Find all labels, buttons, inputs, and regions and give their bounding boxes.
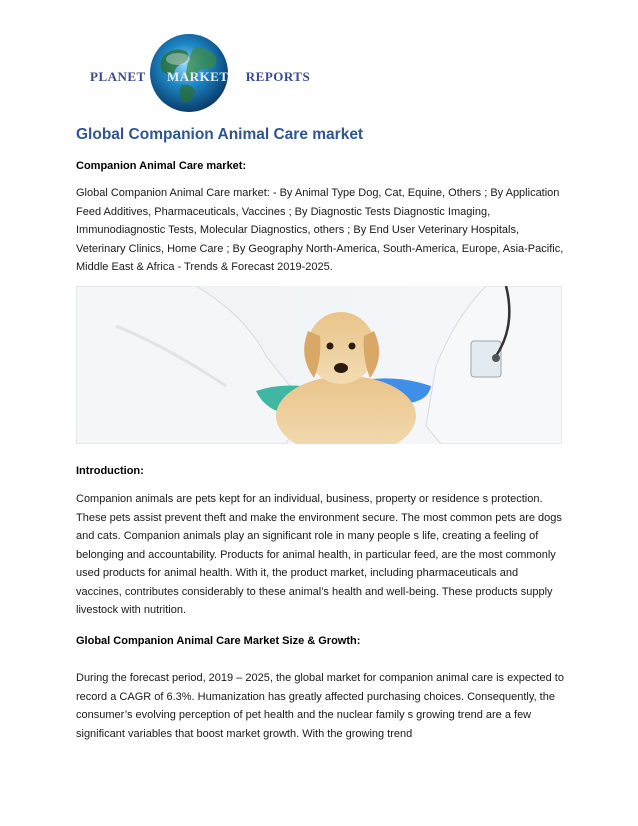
introduction-paragraph: Companion animals are pets kept for an individual, business, property or residence s protection. These pets assist prevent theft and make the environment secure. The most common pets are dogs and cats. Companion animals play an significant role in many people s life, creating a feeling of belonging and accountability. Products for animal health, in particular feed, are the most commonly used products for animal health. With it, the product market, including pharmaceuticals and vaccines, contributes considerably to these animal’s health and well-being. These products supply livestock with nutrition. — [76, 493, 562, 616]
introduction-heading: Introduction: — [76, 465, 144, 477]
logo-word-market: MARKET — [167, 69, 229, 84]
section-subtitle: Companion Animal Care market: — [76, 160, 247, 172]
logo-word-planet: PLANET — [90, 69, 146, 84]
market-size-paragraph: During the forecast period, 2019 – 2025, the global market for companion animal care is expected to record a CAGR of 6.3%. Humanization has greatly affected purchasing choices. Consequently, the consumer’s evolving perception of pet health and the nuclear family s growing trend are a few significant variables that boost market growth. With the growing trend — [76, 672, 564, 740]
planet-market-reports-logo — [86, 33, 311, 115]
market-size-heading: Global Companion Animal Care Market Size & Growth: — [76, 635, 361, 647]
page-title: Global Companion Animal Care market — [76, 126, 364, 143]
summary-paragraph: Global Companion Animal Care market: - By Animal Type Dog, Cat, Equine, Others ; By Application Feed Additives, Pharmaceuticals, Vaccines ; By Diagnostic Tests Diagnostic Imaging, Immunodiagnostic Tests, Molecular Diagnostics, others ; By End User Veterinary Hospitals, Veterinary Clinics, Home Care ; By Geography North-America, South-America, Europe, Asia-Pacific, Middle East & Africa - Trends & Forecast 2019-2025. — [76, 187, 564, 273]
logo-word-reports: REPORTS — [245, 69, 311, 84]
veterinarian-dog-image — [76, 286, 562, 444]
